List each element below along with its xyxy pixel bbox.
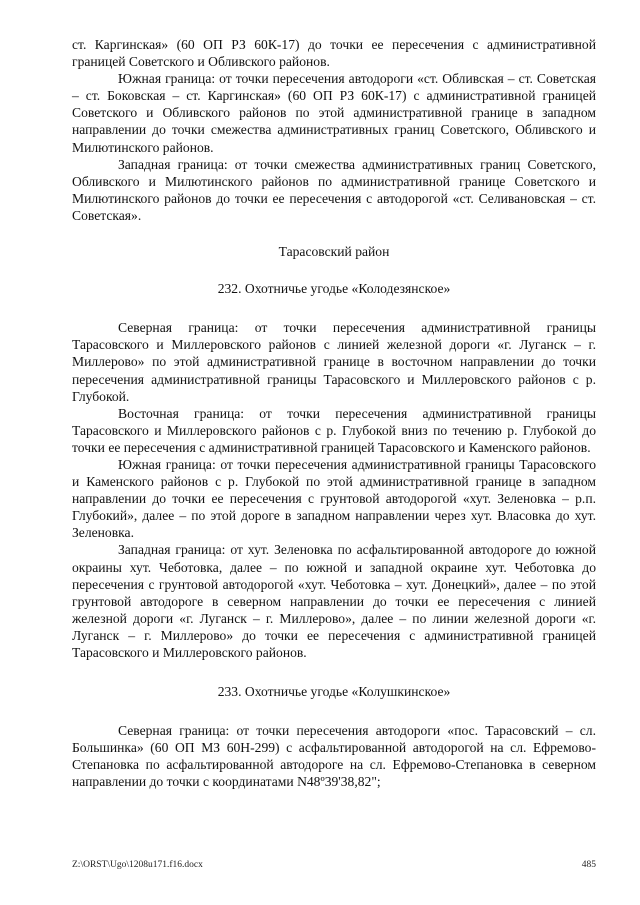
footer-file-path: Z:\ORST\Ugo\1208u171.f16.docx <box>72 860 203 870</box>
spacer <box>72 661 596 683</box>
section-heading: 232. Охотничье угодье «Колодезянское» <box>217 281 451 297</box>
paragraph: Южная граница: от точки пересечения автодороги «ст. Обливская – ст. Советская – ст. Боковская – ст. Каргинская» (60 ОП РЗ 60К-17) с административной границей Советского и Обливского районов по этой административной границе в западном направлении до точки смежества административных границ Советского, Обливского и Милютинского районов. <box>72 71 596 155</box>
paragraph: Западная граница: от хут. Зеленовка по асфальтированной автодороге до южной окраины хут. Чеботовка, далее – по южной и западной окраине хут. Чеботовка до пересечения с грунтовой автодорогой «хут. Чеботовка – хут. Донецкий», далее – по этой грунтовой автодороге в северном направлении до точки ее пересечения с линией железной дороги «г. Луганск – г. Миллерово», далее – по линии железной дороги «г. Луганск – г. Миллерово» до точки ее пересечения с административной границей Тарасовского и Миллеровского районов. <box>72 542 596 660</box>
spacer <box>72 224 596 243</box>
section-heading: 233. Охотничье угодье «Колушкинское» <box>217 684 451 700</box>
spacer <box>72 297 596 319</box>
paragraph: Северная граница: от точки пересечения автодороги «пос. Тарасовский – сл. Большинка» (60 ОП МЗ 60Н-299) с асфальтированной автодорогой на сл. Ефремово-Степановка по асфальтированной автодороге на сл. Ефремово-Степановка в северном направлении до точки с координатами N48º39'38,82"; <box>72 723 596 790</box>
section-heading: Тарасовский район <box>278 244 390 260</box>
spacer <box>72 700 596 722</box>
paragraph: Южная граница: от точки пересечения административной границы Тарасовского и Каменского районов с р. Глубокой по этой административной границе в западном направлении до точки ее пересечения с грунтовой автодорогой «хут. Зеленовка – р.п. Глубокий», далее – по этой дороге в западном направлении через хут. Власовка до хут. Зеленовка. <box>72 456 596 541</box>
spacer <box>72 260 596 280</box>
paragraph: Восточная граница: от точки пересечения административной границы Тарасовского и Миллеровского районов с р. Глубокой вниз по течению р. Глубокой до точки ее пересечения с административной границей Тарасовского и Каменского районов. <box>72 405 596 455</box>
paragraph: Северная граница: от точки пересечения административной границы Тарасовского и Миллеровского районов с линией железной дороги «г. Луганск – г. Миллерово» по этой административной границе в восточном направлении до точки пересечения административной границы Тарасовского и Миллеровского районов с р. Глубокой. <box>72 320 596 404</box>
paragraph: ст. Каргинская» (60 ОП РЗ 60К-17) до точки ее пересечения с административной границей Советского и Обливского районов. <box>72 37 596 70</box>
paragraph: Западная граница: от точки смежества административных границ Советского, Обливского и Милютинского районов по административной границе Советского и Милютинского районов до точки ее пересечения с автодорогой «ст. Селивановская – ст. Советская». <box>72 156 596 223</box>
footer-page-number: 485 <box>581 860 596 870</box>
document-body <box>72 36 596 791</box>
